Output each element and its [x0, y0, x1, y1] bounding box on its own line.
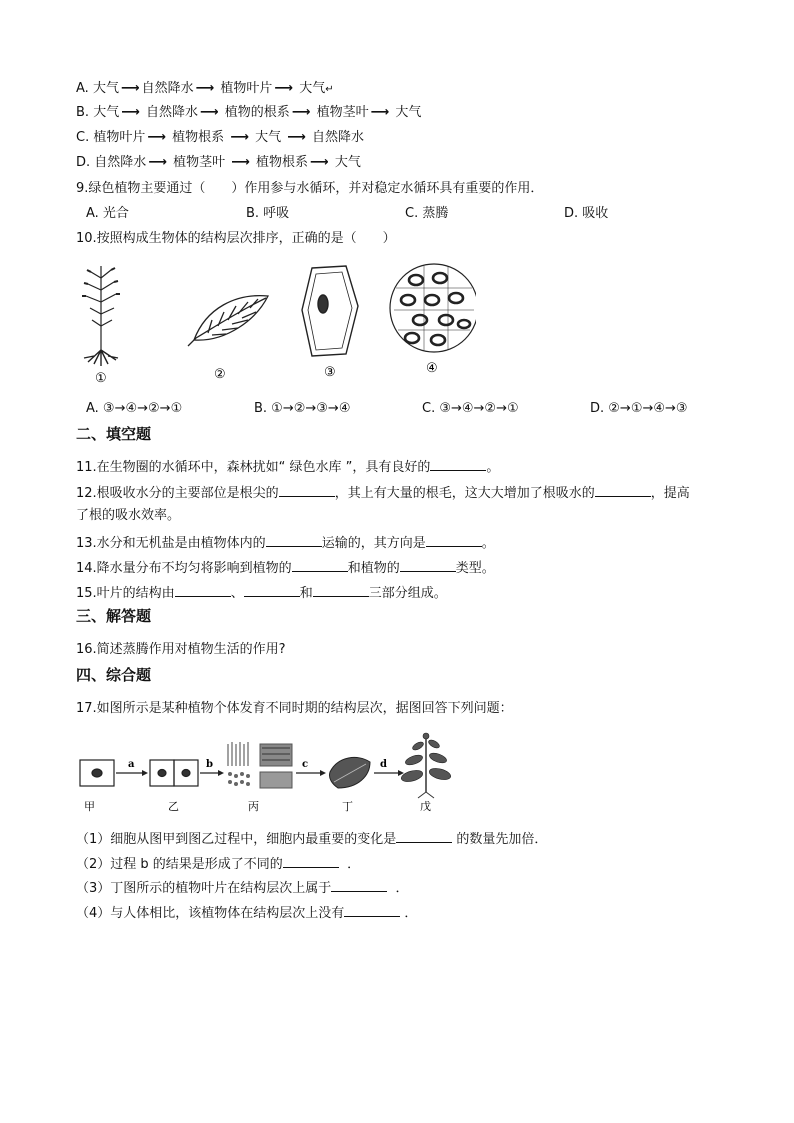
answer-blank[interactable] — [244, 583, 300, 597]
answer-blank[interactable] — [175, 583, 231, 597]
tissues-image — [228, 742, 292, 788]
arrow-icon: ⟶ — [231, 155, 250, 170]
answer-blank[interactable] — [426, 533, 482, 547]
q9-option-d: D. 吸收 — [564, 206, 609, 221]
plant-image — [82, 266, 120, 366]
q10-option-d: D. ②→①→④→③ — [590, 401, 688, 416]
q12-continued: 了根的吸水效率。 — [76, 508, 181, 523]
leaf-organ-image — [329, 757, 370, 788]
q10-option-b: B. ①→②→③→④ — [254, 401, 351, 416]
answer-blank[interactable] — [266, 533, 322, 547]
arrow-label-a: a — [128, 759, 135, 770]
q13: 13.水分和无机盐是由植物体内的 运输的，其方向是 。 — [76, 533, 495, 553]
arrow-icon: ⟶ — [287, 130, 306, 145]
q11: 11.在生物圈的水循环中，森林扰如“ 绿色水库 ”，具有良好的 。 — [76, 457, 499, 477]
answer-blank[interactable] — [283, 854, 339, 868]
figure-label-ding: 丁 — [342, 800, 353, 813]
q12: 12.根吸收水分的主要部位是根尖的 ，其上有大量的根毛，这大大增加了根吸水的 ，提高 — [76, 483, 690, 503]
q9-option-a: A. 光合 — [86, 206, 129, 221]
arrow-icon: ⟶ — [370, 105, 390, 120]
q16: 16.简述蒸腾作用对植物生活的作用? — [76, 642, 286, 657]
arrow-label-d: d — [380, 759, 387, 770]
figure-label-4: ④ — [426, 361, 438, 376]
q17-sub-1: （1）细胞从图甲到图乙过程中，细胞内最重要的变化是 的数量先加倍． — [76, 829, 547, 849]
whole-plant-image — [400, 733, 452, 798]
single-cell-image — [80, 760, 114, 786]
answer-blank[interactable] — [331, 878, 387, 892]
answer-blank[interactable] — [313, 583, 369, 597]
answer-blank[interactable] — [396, 829, 452, 843]
figure-label-3: ③ — [324, 365, 336, 380]
two-cells-image — [150, 760, 198, 786]
q10-stem: 10.按照构成生物体的结构层次排序，正确的是（ ） — [76, 231, 396, 246]
answer-blank[interactable] — [430, 457, 486, 471]
arrow-icon: ⟶ — [147, 130, 167, 145]
figure-label-wu: 戊 — [420, 800, 431, 813]
arrow-label-b: b — [206, 759, 213, 770]
q14: 14.降水量分布不均匀将影响到植物的 和植物的 类型。 — [76, 558, 495, 578]
arrow-icon: ⟶ — [121, 105, 140, 120]
answer-blank[interactable] — [344, 903, 400, 917]
answer-blank[interactable] — [400, 558, 456, 572]
q9-option-c: C. 蒸腾 — [405, 206, 449, 221]
q17-stem: 17.如图所示是某种植物个体发育不同时期的结构层次，据图回答下列问题： — [76, 701, 513, 716]
figure-label-yi: 乙 — [168, 800, 179, 813]
arrow-icon: ⟶ — [230, 130, 249, 145]
q8-option-d: D. 自然降水 ⟶ 植物茎叶 ⟶ 植物根系 ⟶ 大气 — [76, 155, 361, 170]
arrow-icon: ⟶ — [195, 81, 215, 96]
q15: 15.叶片的结构由 、 和 三部分组成。 — [76, 583, 447, 603]
tissue-image — [390, 264, 476, 352]
arrow-icon: ⟶ — [120, 81, 140, 96]
arrow-label-c: c — [302, 759, 309, 770]
q17-sub-3: （3）丁图所示的植物叶片在结构层次上属于 ． — [76, 878, 409, 898]
q9-option-b: B. 呼吸 — [246, 206, 290, 221]
q10-figure — [76, 258, 476, 388]
figure-label-jia: 甲 — [84, 800, 95, 813]
q17-sub-2: （2）过程 b 的结果是形成了不同的 ． — [76, 854, 360, 874]
figure-label-2: ② — [214, 367, 226, 382]
arrow-icon: ⟶ — [291, 105, 311, 120]
cell-image — [302, 266, 358, 356]
arrow-icon: ⟶ — [310, 155, 329, 170]
arrow-icon: ⟶ — [148, 155, 167, 170]
arrow-icon: ⟶ — [274, 81, 294, 96]
q10-option-a: A. ③→④→②→① — [86, 401, 183, 416]
q8-option-a: A. 大气 ⟶ 自然降水 ⟶ 植物叶片 ⟶ 大气↵ — [76, 81, 334, 96]
section-heading-comprehensive: 四、综合题 — [76, 666, 152, 684]
figure-label-1: ① — [95, 371, 107, 386]
q10-option-c: C. ③→④→②→① — [422, 401, 519, 416]
answer-blank[interactable] — [292, 558, 348, 572]
answer-blank[interactable] — [595, 483, 651, 497]
section-heading-answer: 三、解答题 — [76, 607, 152, 625]
answer-blank[interactable] — [279, 483, 335, 497]
q8-option-b: B. 大气 ⟶ 自然降水 ⟶ 植物的根系 ⟶ 植物茎叶 ⟶ 大气 — [76, 105, 422, 120]
leaf-image — [188, 296, 268, 346]
q9-stem: 9.绿色植物主要通过（ ）作用参与水循环，并对稳定水循环具有重要的作用． — [76, 181, 544, 196]
q8-option-c: C. 植物叶片 ⟶ 植物根系 ⟶ 大气 ⟶ 自然降水 — [76, 130, 365, 145]
arrow-icon: ⟶ — [200, 105, 219, 120]
q17-figure — [76, 730, 456, 816]
section-heading-fill-in: 二、填空题 — [76, 425, 152, 443]
figure-label-bing: 丙 — [248, 800, 259, 813]
q17-sub-4: （4）与人体相比，该植物体在结构层次上没有 ． — [76, 903, 417, 923]
